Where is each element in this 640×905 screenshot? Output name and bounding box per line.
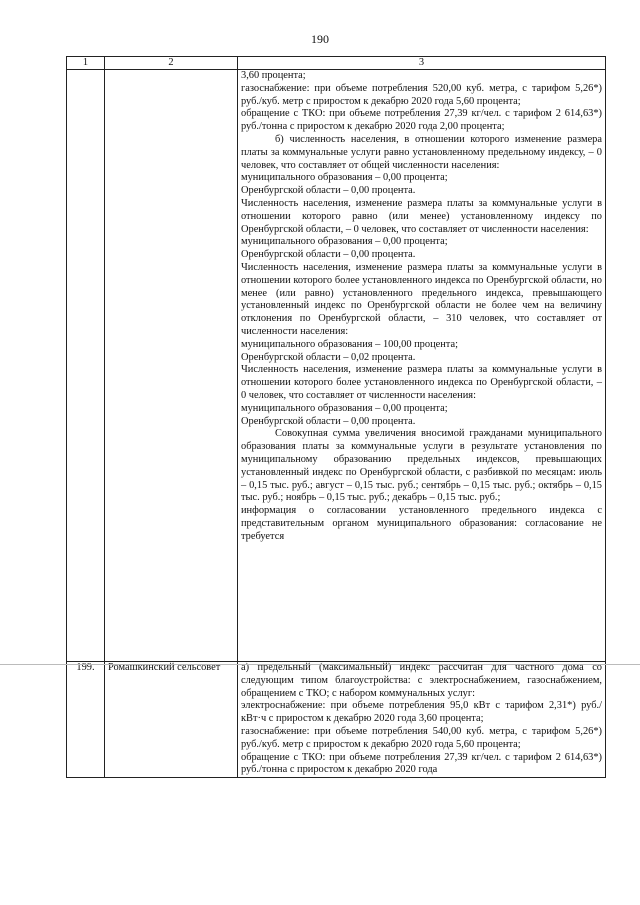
header-col-1: 1 xyxy=(67,57,105,70)
scan-fold-line xyxy=(0,664,640,665)
text-line: газоснабжение: при объеме потребления 520,00 куб. метра, с тарифом 5,26*) руб./куб. метр с приростом к декабрю 2020 года 5,60 процента; xyxy=(241,82,602,107)
table-row-198-continued xyxy=(67,70,606,662)
text-line: муниципального образования – 0,00 процента; xyxy=(241,402,448,414)
row-199-name: Ромашкинский сельсовет xyxy=(105,662,238,778)
text-line: муниципального образования – 0,00 процента; xyxy=(241,172,448,184)
text-line: Оренбургской области – 0,00 процента. xyxy=(241,249,416,261)
row-198-text-cell xyxy=(238,70,606,662)
text-line: Оренбургской области – 0,00 процента. xyxy=(241,415,416,427)
text-line: Численность населения, изменение размера платы за коммунальные услуги в отношении которого равно (или менее) установленному индексу по Оренбургской области, – 0 человек, что составляет от численности населения: xyxy=(241,197,602,235)
text-line: электроснабжение: при объеме потребления 95,0 кВт с тарифом 2,31*) руб./кВт·ч с приростом к декабрю 2020 года 3,60 процента; xyxy=(241,700,602,725)
row-199-number: 199. xyxy=(67,662,105,778)
page-number: 190 xyxy=(311,32,329,46)
text-line: информация о согласовании установленного предельного индекса с представительным органом муниципального образования: согласование не требуется xyxy=(241,505,602,542)
text-line: муниципального образования – 0,00 процента; xyxy=(241,236,448,248)
indices-table xyxy=(66,56,606,778)
text-line: Численность населения, изменение размера платы за коммунальные услуги в отношении которого более установленного индекса по Оренбургской области, – 0 человек, что составляет от численности населения: xyxy=(241,364,602,401)
row-198-number-cell xyxy=(67,70,105,662)
text-line: Оренбургской области – 0,02 процента. xyxy=(241,351,416,363)
header-col-2: 2 xyxy=(105,57,238,70)
text-line: газоснабжение: при объеме потребления 540,00 куб. метра, с тарифом 5,26*) руб./куб. метр с приростом к декабрю 2020 года 5,60 процента; xyxy=(241,725,602,750)
row-198-name-cell xyxy=(105,70,238,662)
text-line: а) предельный (максимальный) индекс рассчитан для частного дома со следующим типом благоустройства: с электроснабжением, газоснабжением, обращением с ТКО; с набором коммунальных услуг: xyxy=(241,662,602,699)
table-row-199 xyxy=(67,662,606,778)
text-line: б) численность населения, в отношении которого изменение размера платы за коммунальные услуги равно установленному предельному индексу, – 0 человек, что составляет от общей численности населения: xyxy=(241,133,602,171)
text-line: 3,60 процента; xyxy=(241,70,306,81)
text-line: муниципального образования – 100,00 процента; xyxy=(241,338,458,350)
header-col-3: 3 xyxy=(238,57,606,70)
text-line: обращение с ТКО: при объеме потребления 27,39 кг/чел. с тарифом 2 614,63*) руб./тонна с приростом к декабрю 2020 года xyxy=(241,751,602,776)
row-199-text-cell xyxy=(238,662,606,778)
text-line: Оренбургской области – 0,00 процента. xyxy=(241,185,416,197)
text-line: обращение с ТКО: при объеме потребления 27,39 кг/чел. с тарифом 2 614,63*) руб./тонна с приростом к декабрю 2020 года 2,00 процента; xyxy=(241,108,602,133)
table-header-row xyxy=(67,57,606,70)
text-line: Численность населения, изменение размера платы за коммунальные услуги в отношении которого более установленного индекса по Оренбургской области, но менее (или равно) установленного предельного индекса, превышающего установленный индекс по Оренбургской области не более чем на величину отклонения по Оренбургской области, – 310 человек, что составляет от численности населения: xyxy=(241,261,602,337)
text-line: Совокупная сумма увеличения вносимой гражданами муниципального образования платы за коммунальные услуги в результате установления по муниципальному образованию предельных индексов, превышающих установленный индекс по Оренбургской области, с разбивкой по месяцам: июль – 0,15 тыс. руб.; август – 0,15 тыс. руб.; сентябрь – 0,15 тыс. руб.; октябрь – 0,15 тыс. руб.; ноябрь – 0,15 тыс. руб.; декабрь – 0,15 тыс. руб.; xyxy=(241,428,602,504)
